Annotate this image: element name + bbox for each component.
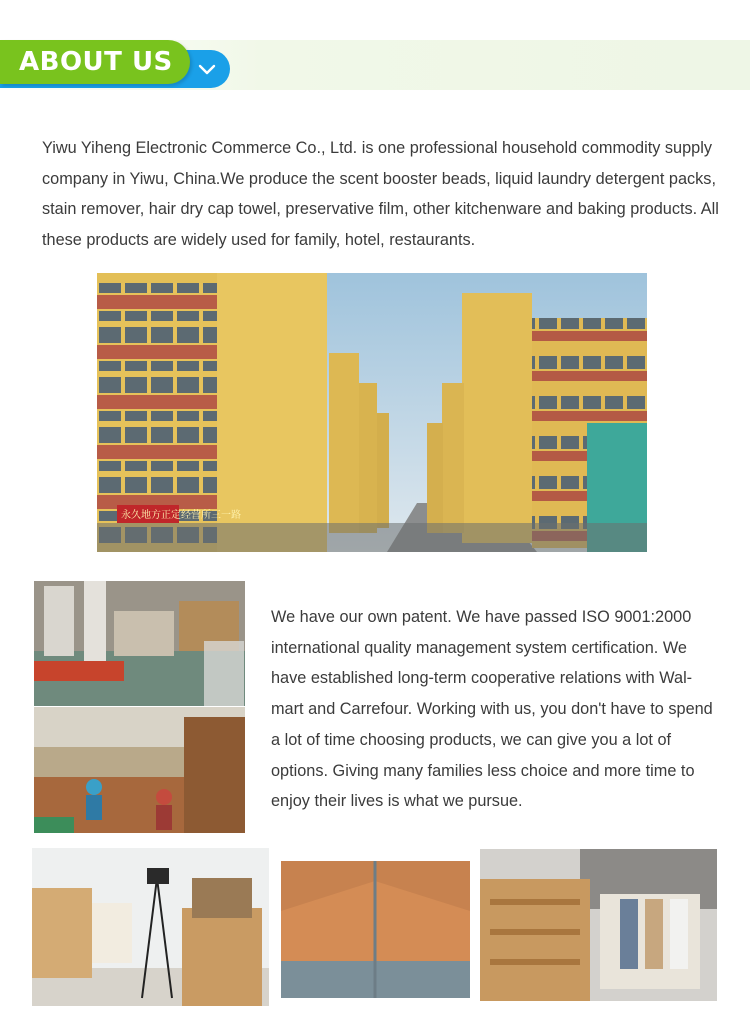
workshop-workers-photo	[34, 707, 245, 833]
display-racks-photo	[480, 849, 717, 1001]
chevron-down-icon	[196, 58, 218, 80]
section-title: ABOUT US	[19, 47, 173, 77]
factory-banner-sign: 永久地方正定经营所三一路	[121, 510, 241, 521]
company-intro-text: Yiwu Yiheng Electronic Commerce Co., Ltd. is one professional household commodity supply company in Yiwu, China.We produce the scent booster beads, liquid laundry detergent packs, stain remover, hair dry cap towel, preservative film, other kitchenware and baking products. All these products are widely used for family, hotel, restaurants.	[42, 139, 719, 249]
workshop-machinery-photo	[34, 581, 245, 706]
quality-certification-text: We have our own patent. We have passed ISO 9001:2000 international quality management system certification. We have established long-term cooperative relations with Wal-mart and Carrefour. Working with us, you don't have to spend a lot of time choosing products, we can give you a lot of options. Giving many families less choice and more time to enjoy their lives is what we pursue.	[271, 608, 713, 811]
factory-buildings-photo	[97, 273, 647, 552]
showroom-photo	[32, 848, 269, 1006]
hangers-production-photo	[281, 861, 470, 998]
